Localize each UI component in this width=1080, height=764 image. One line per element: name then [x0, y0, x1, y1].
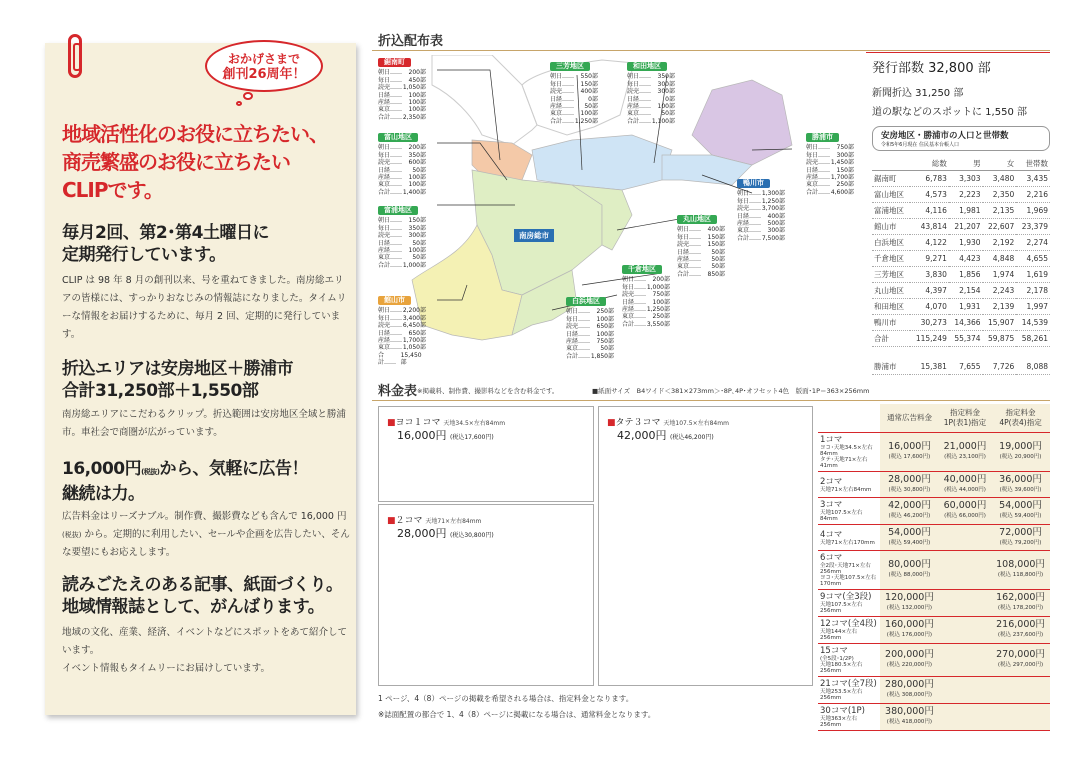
population-row: 千倉地区 9,271 4,423 4,848 4,655	[872, 251, 1050, 267]
area-row: 朝日…… 150部	[378, 217, 426, 225]
area-name: 富浦地区	[378, 206, 418, 215]
area-row: 産経…… 500部	[737, 220, 785, 228]
area-box	[622, 265, 670, 328]
population-row: 三芳地区 3,830 1,856 1,974 1,619	[872, 267, 1050, 283]
area-row: 日経…… 0部	[627, 95, 675, 103]
population-row: 鴨川市 30,273 14,366 15,907 14,539	[872, 315, 1050, 331]
area-row: 朝日…… 200部	[378, 144, 426, 152]
area-row: 毎日…… 300部	[806, 151, 854, 159]
price-row: 12コマ(全4段) 天地144×左右256mm 160,000円 (税込 176,000円) 216,000円 (税込 237,600円)	[818, 617, 1050, 644]
area-row: 毎日…… 300部	[627, 80, 675, 88]
section-heading-schedule: 毎月2回、第2･第4土曜日に 定期発行しています。	[62, 223, 269, 265]
area-box	[627, 62, 675, 125]
area-row: 東京…… 100部	[378, 106, 426, 114]
area-total: 合計…… 850部	[677, 270, 725, 278]
area-row: 東京…… 250部	[622, 313, 670, 321]
area-row: 産経…… 750部	[566, 338, 614, 346]
area-total: 合計…… 1,100部	[627, 117, 675, 125]
area-row: 日経…… 650部	[378, 329, 426, 337]
hero-heading: 地域活性化のお役に立ちたい、 商売繁盛のお役に立ちたい CLIPです。	[62, 122, 328, 202]
area-row: 東京…… 50部	[378, 254, 426, 262]
area-name: 鴨川市	[737, 179, 770, 188]
price-rule	[372, 400, 1050, 401]
area-box	[566, 297, 614, 360]
area-row: 産経…… 100部	[378, 99, 426, 107]
population-title: 安房地区・勝浦市の人口と世帯数 令和5年6月現在 住民基本台帳人口	[872, 126, 1050, 151]
population-table	[872, 157, 1050, 375]
area-total: 合計…… 1,250部	[550, 117, 598, 125]
area-row: 東京…… 50部	[677, 263, 725, 271]
col-p1: 指定料金 1P(表1)指定	[939, 404, 991, 433]
area-row: 毎日…… 3,400部	[378, 314, 426, 322]
bubble-tail	[243, 92, 253, 100]
distribution-map	[372, 55, 860, 375]
stats-rule	[866, 52, 1050, 53]
area-row: 読売…… 1,450部	[806, 159, 854, 167]
area-row: 日経…… 50部	[378, 166, 426, 174]
population-row: 合計 115,249 55,374 59,875 58,261	[872, 331, 1050, 347]
area-total: 合計…… 1,850部	[566, 352, 614, 360]
area-row: 毎日…… 450部	[378, 76, 426, 84]
area-row: 毎日…… 150部	[550, 80, 598, 88]
area-row: 産経…… 100部	[378, 247, 426, 255]
population-row: 和田地区 4,070 1,931 2,139 1,997	[872, 299, 1050, 315]
area-row: 毎日…… 100部	[566, 315, 614, 323]
area-row: 日経…… 100部	[378, 91, 426, 99]
area-row: 産経…… 50部	[550, 103, 598, 111]
area-box	[677, 215, 725, 278]
footnote-1: 1 ページ、4（8）ページの掲載を希望される場合は、指定料金となります。	[378, 694, 634, 703]
price-note: ※掲載料、制作費、撮影料などを含む料金です。	[417, 387, 559, 395]
area-row: 産経…… 1,700部	[378, 337, 426, 345]
area-row: 朝日…… 1,300部	[737, 190, 785, 198]
spot-count: 道の駅などのスポットに 1,550 部	[872, 107, 1027, 118]
area-row: 毎日…… 350部	[378, 224, 426, 232]
area-total: 合計…… 3,550部	[622, 320, 670, 328]
area-row: 朝日…… 350部	[627, 73, 675, 81]
area-row: 読売…… 400部	[550, 88, 598, 96]
area-name: 丸山地区	[677, 215, 717, 224]
area-row: 朝日…… 250部	[566, 308, 614, 316]
area-row: 産経…… 50部	[677, 256, 725, 264]
area-row: 日経…… 400部	[737, 212, 785, 220]
area-row: 読売…… 6,450部	[378, 322, 426, 330]
area-row: 読売…… 1,050部	[378, 84, 426, 92]
area-row: 産経…… 1,700部	[806, 174, 854, 182]
population-row: 富山地区 4,573 2,223 2,350 2,216	[872, 187, 1050, 203]
area-row: 日経…… 50部	[378, 239, 426, 247]
area-name: 館山市	[378, 296, 411, 305]
area-row: 日経…… 100部	[622, 298, 670, 306]
area-row: 朝日…… 200部	[622, 276, 670, 284]
area-total: 合計…… 2,350部	[378, 113, 426, 121]
area-name: 白浜地区	[566, 297, 606, 306]
area-row: 東京…… 50部	[566, 345, 614, 353]
area-row: 朝日…… 550部	[550, 73, 598, 81]
area-total: 合計…… 1,400部	[378, 188, 426, 196]
area-row: 毎日…… 350部	[378, 151, 426, 159]
area-box	[378, 133, 426, 196]
area-row: 東京…… 50部	[627, 110, 675, 118]
area-row: 産経…… 1,250部	[622, 306, 670, 314]
population-row: 富浦地区 4,116 1,981 2,135 1,969	[872, 203, 1050, 219]
population-row: 館山市 43,814 21,207 22,607 23,379	[872, 219, 1050, 235]
area-row: 朝日…… 400部	[677, 226, 725, 234]
area-box	[378, 58, 426, 121]
area-row: 毎日…… 150部	[677, 233, 725, 241]
area-row: 産経…… 100部	[378, 174, 426, 182]
area-row: 日経…… 50部	[677, 248, 725, 256]
section-body-price: 広告料金はリーズナブル。制作費、撮影費なども含んで 16,000 円 (税抜) から。定期的に利用したい、セールや企画を広告したい、そんな要望にもお応えします。	[62, 511, 350, 558]
price-row: 15コマ (全5段･1/2P) 天地180.5×左右256mm 200,000円 (税込 220,000円) 270,000円 (税込 297,000円)	[818, 644, 1050, 677]
population-row: 勝浦市 15,381 7,655 7,726 8,088	[872, 359, 1050, 375]
area-row: 読売…… 750部	[622, 291, 670, 299]
section-heading-content: 読みごたえのある記事、紙面づくり。 地域情報誌として、がんばります。	[62, 575, 343, 617]
population-row: 鋸南町 6,783 3,303 3,480 3,435	[872, 171, 1050, 187]
area-row: 東京…… 250部	[806, 181, 854, 189]
area-row: 毎日…… 1,250部	[737, 197, 785, 205]
price-row: 6コマ 全2段･天地71×左右256mm ヨコ･天地107.5×左右170mm 80,000円 (税込 88,000円) 108,000円 (税込 118,800円)	[818, 551, 1050, 590]
price-table	[818, 404, 1050, 731]
area-total: 合計…… 4,600部	[806, 188, 854, 196]
circulation-stats	[872, 57, 1050, 375]
map-label-minamiboso: 南房総市	[514, 229, 554, 242]
area-row: 読売…… 650部	[566, 323, 614, 331]
area-box	[378, 296, 426, 367]
col-normal: 通常広告料金	[880, 404, 939, 433]
area-total: 合計…… 1,000部	[378, 261, 426, 269]
area-box	[806, 133, 854, 196]
area-row: 毎日…… 1,000部	[622, 283, 670, 291]
katsuura-region	[692, 80, 792, 165]
area-row: 読売…… 300部	[627, 88, 675, 96]
area-row: 読売…… 150部	[677, 241, 725, 249]
population-header: 総数 男 女 世帯数	[872, 157, 1050, 171]
section-body-area: 南房総エリアにこだわるクリップ。折込範囲は安房地区全域と勝浦市。車社会で商圏が広がっています。	[62, 409, 346, 438]
area-total: 合計…… 15,450部	[378, 351, 422, 367]
area-row: 朝日…… 200部	[378, 69, 426, 77]
issue-count: 発行部数 32,800 部	[872, 61, 991, 76]
paperclip-icon	[68, 34, 82, 78]
area-row: 読売…… 300部	[378, 232, 426, 240]
anniversary-bubble: おかげさまで 創刊26周年！	[205, 40, 323, 92]
area-name: 富山地区	[378, 133, 418, 142]
distribution-title: 折込配布表	[378, 34, 444, 49]
bubble-tail-small	[236, 101, 242, 106]
price-header	[818, 404, 1050, 433]
section-body-schedule: CLIP は 98 年 8 月の創刊以来、号を重ねてきました。南房総エリアの皆様には、すっかりおなじみの情報誌になりました。タイムリーな情報をお届けするために、毎月 2 回、定期的に発行しています。	[62, 275, 347, 340]
section-heading-price: 16,000円(税抜)から、気軽に広告！ 継続は力。	[62, 459, 309, 504]
area-row: 東京…… 1,050部	[378, 344, 426, 352]
distribution-rule	[372, 50, 1050, 51]
area-name: 鋸南町	[378, 58, 411, 67]
area-row: 東京…… 300部	[737, 227, 785, 235]
ad-box-yoko1: ■ヨコ１コマ 天地34.5×左右84mm 16,000円 (税込17,600円)	[378, 406, 594, 502]
price-row: 3コマ 天地107.5×左右84mm 42,000円 (税込 46,200円) 60,000円 (税込 66,000円) 54,000円 (税込 59,400円)	[818, 498, 1050, 525]
area-total: 合計…… 7,500部	[737, 234, 785, 242]
area-row: 東京…… 100部	[378, 181, 426, 189]
col-p4: 指定料金 4P(表4)指定	[991, 404, 1050, 433]
price-row: 4コマ 天地71×左右170mm 54,000円 (税込 59,400円) 72,000円 (税込 79,200円)	[818, 525, 1050, 551]
area-box	[550, 62, 598, 125]
area-box	[378, 206, 426, 269]
area-row: 朝日…… 750部	[806, 144, 854, 152]
price-row: 21コマ(全7段) 天地253.5×左右256mm 280,000円 (税込 308,000円)	[818, 677, 1050, 704]
ad-box-tate3: ■タテ３コマ 天地107.5×左右84mm 42,000円 (税込46,200円)	[598, 406, 813, 686]
price-row: 1コマ ヨコ･天地34.5×左右84mm タテ･天地71×左右41mm 16,000円 (税込 17,600円) 21,000円 (税込 23,100円) 19,000円 (税込 20,900円)	[818, 433, 1050, 472]
area-row: 日経…… 0部	[550, 95, 598, 103]
area-row: 朝日…… 2,200部	[378, 307, 426, 315]
area-box	[737, 179, 785, 242]
insert-count: 新聞折込 31,250 部	[872, 88, 964, 99]
area-name: 三芳地区	[550, 62, 590, 71]
footnote-2: ※誌面配置の都合で 1、4（8）ページに掲載になる場合は、通常料金となります。	[378, 710, 656, 719]
area-row: 読売…… 600部	[378, 159, 426, 167]
ad-box-2koma: ■２コマ 天地71×左右84mm 28,000円 (税込30,800円)	[378, 504, 594, 686]
price-title: 料金表	[378, 384, 418, 399]
area-name: 勝浦市	[806, 133, 839, 142]
area-row: 東京…… 100部	[550, 110, 598, 118]
population-row: 丸山地区 4,397 2,154 2,243 2,178	[872, 283, 1050, 299]
area-name: 和田地区	[627, 62, 667, 71]
section-body-content: 地域の文化、産業、経済、イベントなどにスポットをあて紹介しています。 イベント情報もタイムリーにお届けしています。	[62, 627, 348, 674]
area-row: 日経…… 100部	[566, 330, 614, 338]
population-row: 白浜地区 4,122 1,930 2,192 2,274	[872, 235, 1050, 251]
price-row: 30コマ(1P) 天地363×左右256mm 380,000円 (税込 418,000円)	[818, 704, 1050, 731]
price-row: 2コマ 天地71×左右84mm 28,000円 (税込 30,800円) 40,000円 (税込 44,000円) 36,000円 (税込 39,600円)	[818, 472, 1050, 498]
area-name: 千倉地区	[622, 265, 662, 274]
kamogawa-region	[532, 135, 672, 190]
area-row: 日経…… 150部	[806, 166, 854, 174]
area-row: 産経…… 100部	[627, 103, 675, 111]
price-row: 9コマ(全3段) 天地107.5×左右256mm 120,000円 (税込 132,000円) 162,000円 (税込 178,200円)	[818, 590, 1050, 617]
paper-size-note: ■紙面サイズ B4ワイド＜381×273mm＞･8P､4P･オフセット4色 版面･1P＝363×256mm	[592, 387, 870, 395]
section-heading-area: 折込エリアは安房地区＋勝浦市 合計31,250部＋1,550部	[62, 359, 293, 401]
area-row: 読売…… 3,700部	[737, 205, 785, 213]
